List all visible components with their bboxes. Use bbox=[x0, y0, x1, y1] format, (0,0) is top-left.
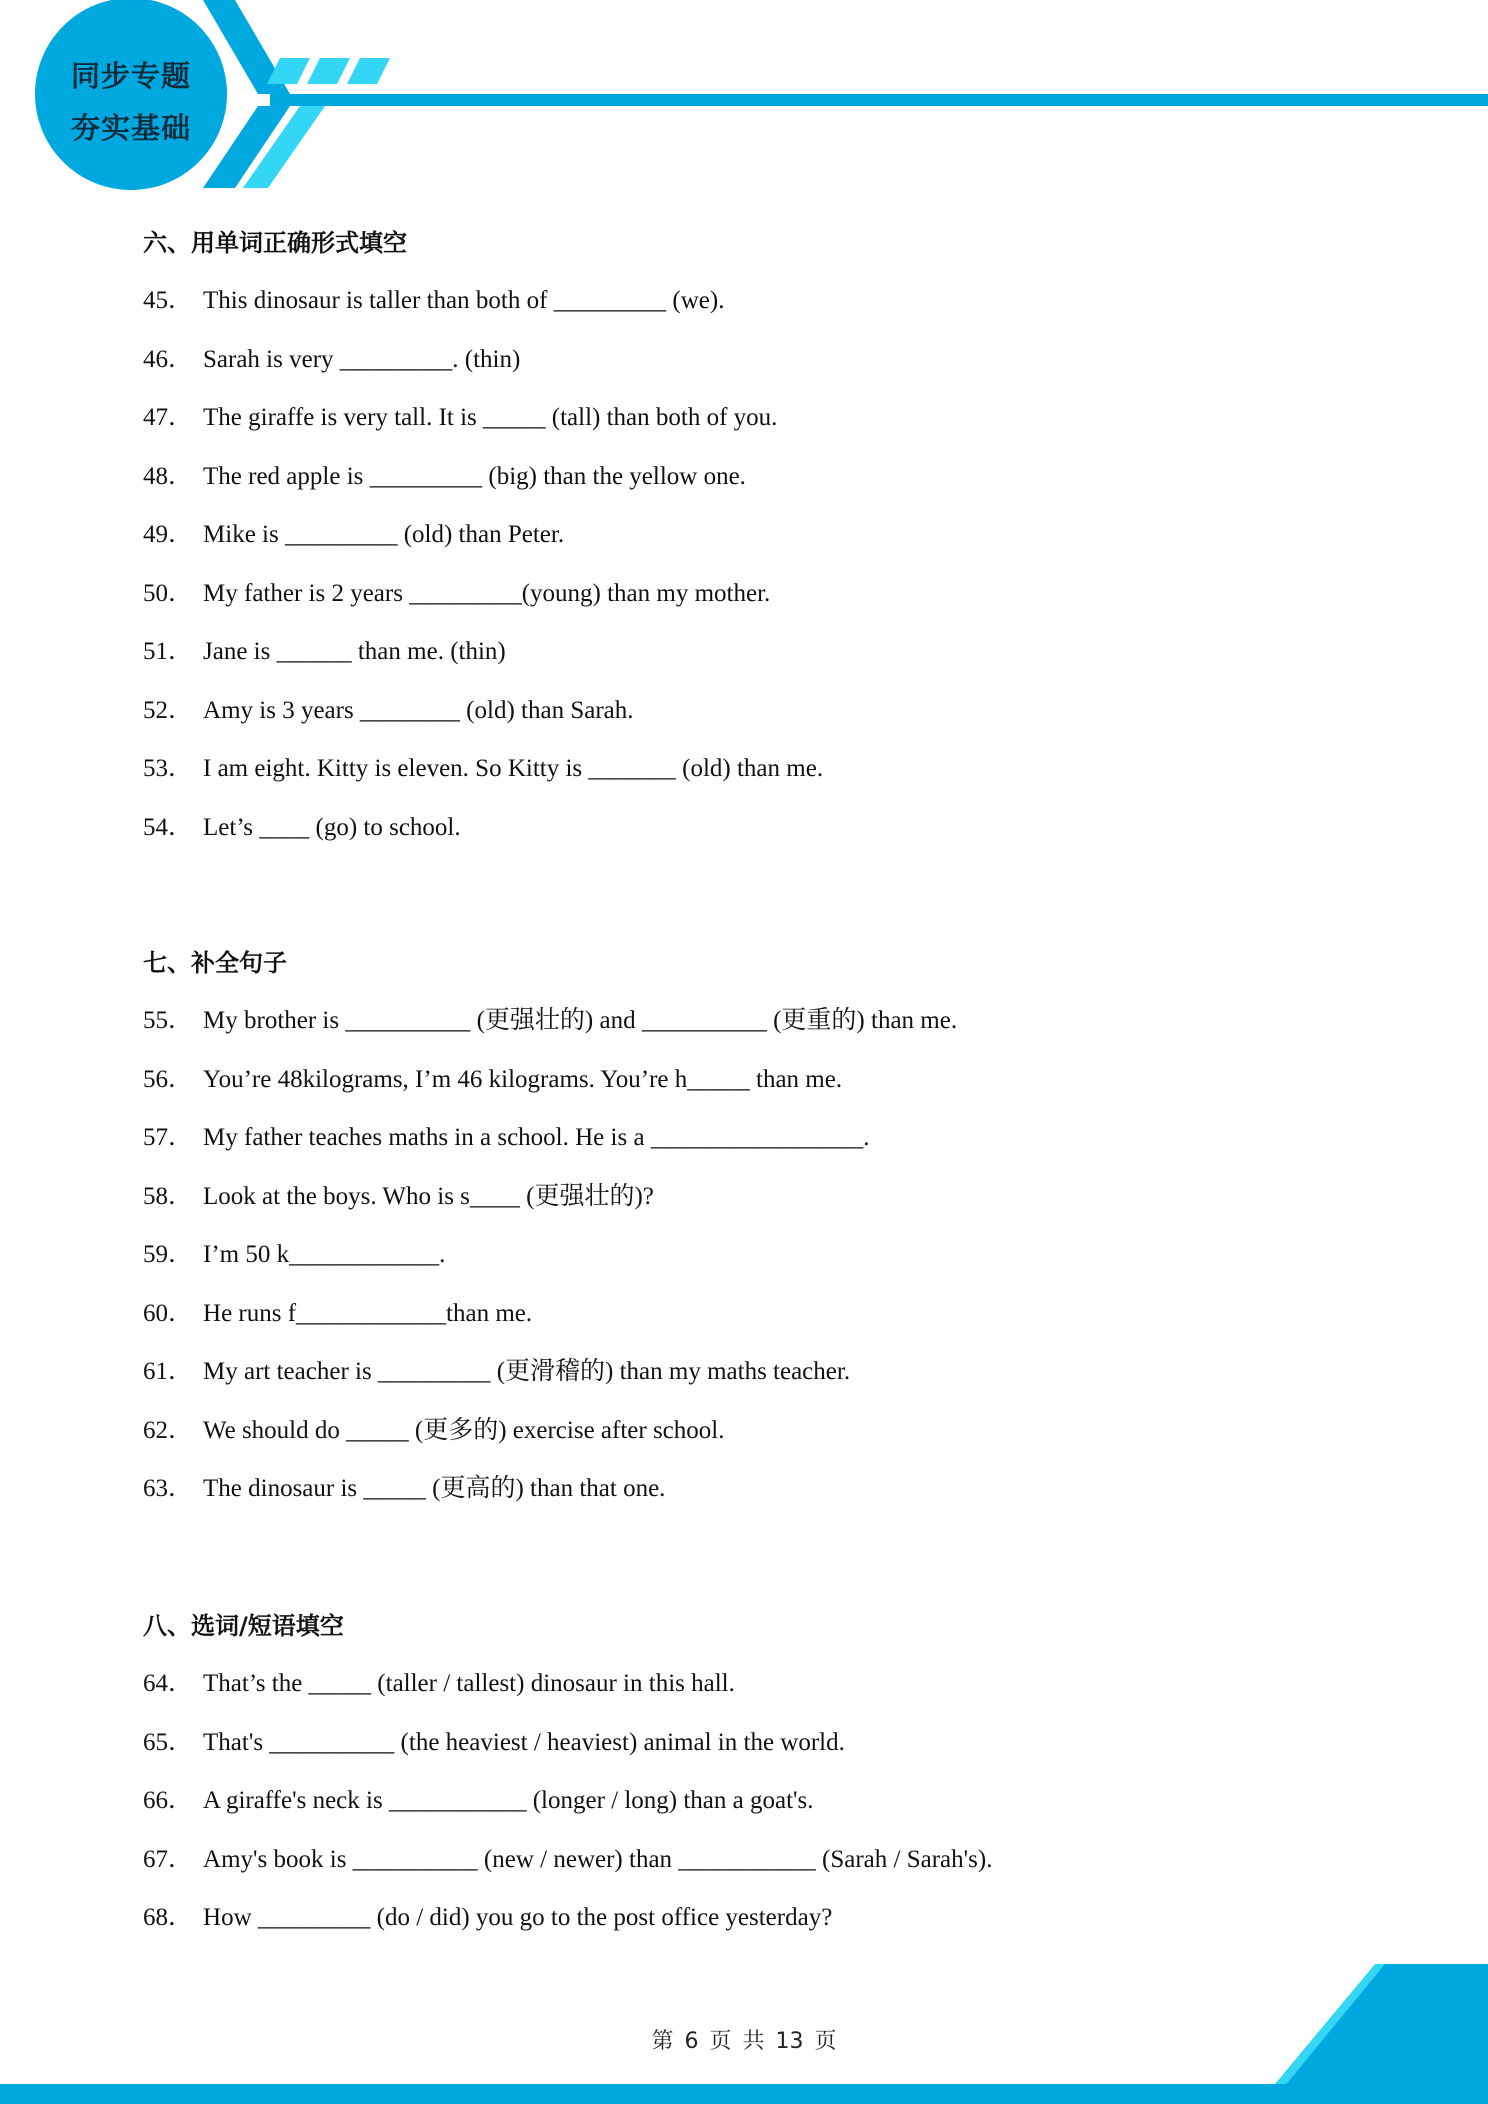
question-60 bbox=[143, 1285, 1403, 1344]
question-54 bbox=[143, 799, 1403, 858]
question-58 bbox=[143, 1168, 1403, 1227]
question-number: 67． bbox=[143, 1845, 194, 1873]
question-53 bbox=[143, 740, 1403, 799]
header-dash-3 bbox=[347, 58, 390, 84]
question-number: 58． bbox=[143, 1182, 194, 1210]
question-text: A giraffe's neck is ___________ (longer / long) than a goat's. bbox=[203, 1787, 814, 1814]
section-8 bbox=[143, 1597, 1403, 1948]
footer-stripe bbox=[0, 2084, 1488, 2104]
question-number: 52． bbox=[143, 696, 194, 724]
question-text: You’re 48kilograms, I’m 46 kilograms. You’re h_____ than me. bbox=[203, 1065, 843, 1093]
question-63 bbox=[143, 1460, 1403, 1519]
question-text: My brother is __________ (更强壮的) and __________ (更重的) than me. bbox=[203, 1007, 958, 1034]
question-text: My father is 2 years _________(young) than my mother. bbox=[203, 579, 771, 607]
question-text: Amy is 3 years ________ (old) than Sarah. bbox=[203, 696, 634, 724]
question-text: Let’s ____ (go) to school. bbox=[203, 813, 461, 841]
question-55 bbox=[143, 992, 1403, 1051]
question-number: 64． bbox=[143, 1670, 194, 1697]
header-dash-2 bbox=[307, 58, 350, 84]
question-text: How _________ (do / did) you go to the post office yesterday? bbox=[203, 1904, 833, 1931]
question-67 bbox=[143, 1831, 1403, 1890]
question-number: 60． bbox=[143, 1299, 194, 1327]
question-number: 47． bbox=[143, 404, 194, 431]
question-text: Jane is ______ than me. (thin) bbox=[203, 638, 506, 665]
question-50 bbox=[143, 565, 1403, 624]
question-text: Look at the boys. Who is s____ (更强壮的)? bbox=[203, 1182, 654, 1210]
question-number: 61． bbox=[143, 1358, 194, 1385]
header-badge bbox=[36, 50, 226, 154]
question-46 bbox=[143, 331, 1403, 390]
question-text: Mike is _________ (old) than Peter. bbox=[203, 521, 565, 548]
question-number: 56． bbox=[143, 1065, 194, 1093]
question-text: My father teaches maths in a school. He is a _________________. bbox=[203, 1124, 870, 1151]
question-number: 65． bbox=[143, 1728, 194, 1756]
question-47 bbox=[143, 389, 1403, 448]
question-text: The dinosaur is _____ (更高的) than that one. bbox=[203, 1475, 666, 1502]
question-text: He runs f____________than me. bbox=[203, 1299, 533, 1327]
section-title: 八、选词/短语填空 bbox=[143, 1612, 344, 1640]
question-text: I am eight. Kitty is eleven. So Kitty is _______ (old) than me. bbox=[203, 755, 824, 782]
question-number: 48． bbox=[143, 462, 194, 490]
question-68 bbox=[143, 1889, 1403, 1948]
section-6 bbox=[143, 214, 1403, 857]
question-text: I’m 50 k____________. bbox=[203, 1241, 446, 1268]
question-51 bbox=[143, 623, 1403, 682]
section-7 bbox=[143, 934, 1403, 1519]
question-61 bbox=[143, 1343, 1403, 1402]
question-59 bbox=[143, 1226, 1403, 1285]
question-64 bbox=[143, 1655, 1403, 1714]
question-text: That’s the _____ (taller / tallest) dinosaur in this hall. bbox=[203, 1670, 735, 1697]
question-number: 66． bbox=[143, 1787, 194, 1814]
question-52 bbox=[143, 682, 1403, 741]
question-number: 51． bbox=[143, 638, 194, 665]
question-number: 68． bbox=[143, 1904, 194, 1931]
question-number: 63． bbox=[143, 1475, 194, 1502]
question-number: 45． bbox=[143, 287, 194, 314]
question-48 bbox=[143, 448, 1403, 507]
page-number: 第 6 页 共 13 页 bbox=[651, 2029, 837, 2054]
question-62 bbox=[143, 1402, 1403, 1461]
question-text: My art teacher is _________ (更滑稽的) than my maths teacher. bbox=[203, 1358, 851, 1385]
question-66 bbox=[143, 1772, 1403, 1831]
question-65 bbox=[143, 1714, 1403, 1773]
section-title: 六、用单词正确形式填空 bbox=[143, 229, 407, 257]
section-title: 七、补全句子 bbox=[143, 949, 287, 977]
question-number: 55． bbox=[143, 1007, 194, 1034]
badge-line-1: 同步专题 bbox=[70, 59, 191, 93]
question-number: 53． bbox=[143, 755, 194, 782]
question-text: We should do _____ (更多的) exercise after school. bbox=[203, 1416, 725, 1444]
question-57 bbox=[143, 1109, 1403, 1168]
question-number: 46． bbox=[143, 345, 194, 373]
question-45 bbox=[143, 272, 1403, 331]
question-text: Sarah is very _________. (thin) bbox=[203, 345, 521, 373]
question-text: This dinosaur is taller than both of _________ (we). bbox=[203, 287, 725, 314]
question-number: 49． bbox=[143, 521, 194, 548]
question-number: 59． bbox=[143, 1241, 194, 1268]
question-number: 57． bbox=[143, 1124, 194, 1151]
header-stripe bbox=[270, 94, 1488, 106]
question-text: Amy's book is __________ (new / newer) than ___________ (Sarah / Sarah's). bbox=[203, 1845, 993, 1873]
question-text: That's __________ (the heaviest / heaviest) animal in the world. bbox=[203, 1728, 845, 1756]
question-number: 62． bbox=[143, 1416, 194, 1444]
question-number: 50． bbox=[143, 579, 194, 607]
question-number: 54． bbox=[143, 813, 194, 841]
question-text: The giraffe is very tall. It is _____ (tall) than both of you. bbox=[203, 404, 778, 431]
question-49 bbox=[143, 506, 1403, 565]
question-56 bbox=[143, 1051, 1403, 1110]
badge-line-2: 夯实基础 bbox=[70, 111, 191, 145]
question-text: The red apple is _________ (big) than the yellow one. bbox=[203, 462, 746, 490]
